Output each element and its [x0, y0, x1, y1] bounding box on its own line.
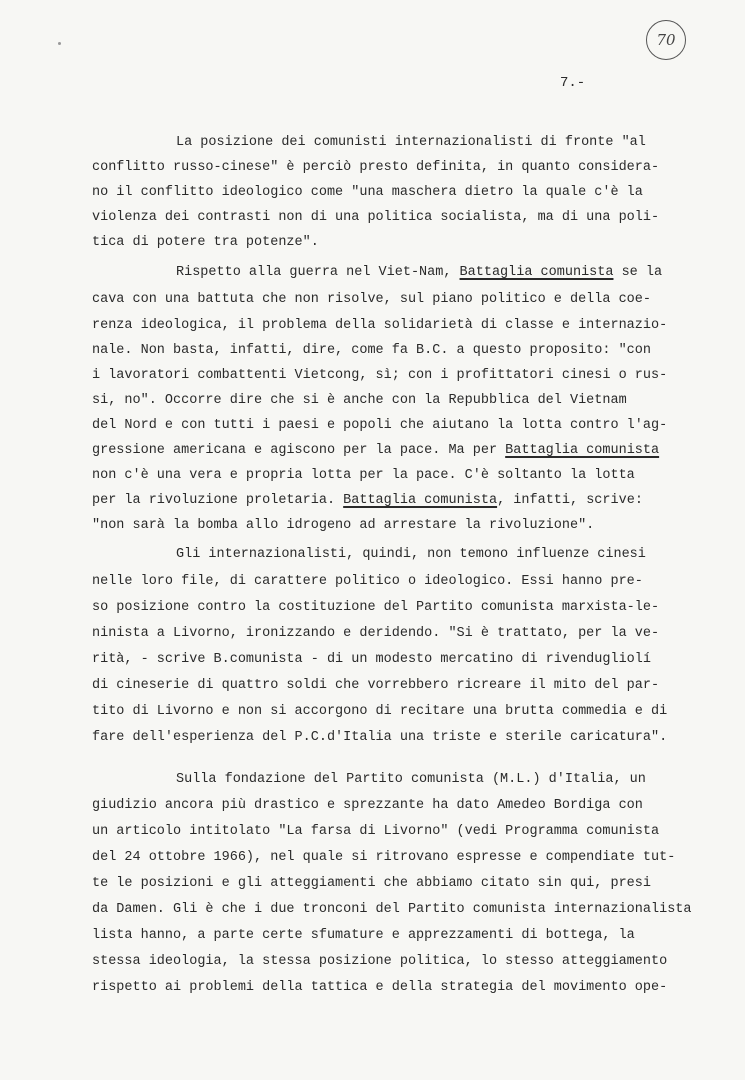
text-line: un articolo intitolato "La farsa di Livorno" (vedi Programma comunista: [92, 824, 660, 839]
text-line: non c'è una vera e propria lotta per la pace. C'è soltanto la lotta: [92, 468, 635, 483]
underlined-title: Battaglia comunista: [505, 443, 660, 458]
text-line: violenza dei contrasti non di una politica socialista, ma di una poli-: [92, 210, 660, 225]
text-line: conflitto russo-cinese" è perciò presto definita, in quanto considera-: [92, 160, 660, 175]
text-line: stessa ideologia, la stessa posizione politica, lo stesso atteggiamento: [92, 954, 668, 969]
text-line: rispetto ai problemi della tattica e della strategia del movimento ope-: [92, 980, 668, 995]
text-line: giudizio ancora più drastico e sprezzante ha dato Amedeo Bordiga con: [92, 798, 643, 813]
text-line: te le posizioni e gli atteggiamenti che abbiamo citato sin qui, presi: [92, 876, 651, 891]
text-line: no il conflitto ideologico come "una maschera dietro la quale c'è la: [92, 185, 643, 200]
underlined-title: Battaglia comunista: [459, 265, 614, 280]
text-line: nelle loro file, di carattere politico o ideologico. Essi hanno pre-: [92, 574, 643, 589]
page-number: 7.-: [560, 75, 586, 91]
text-line: Sulla fondazione del Partito comunista (M.L.) d'Italia, un: [176, 772, 646, 787]
text-line: nale. Non basta, infatti, dire, come fa B.C. a questo proposito: "con: [92, 343, 651, 358]
text-line: "non sarà la bomba allo idrogeno ad arrestare la rivoluzione".: [92, 518, 595, 533]
text-line: lista hanno, a parte certe sfumature e apprezzamenti di bottega, la: [92, 928, 635, 943]
text-line: i lavoratori combattenti Vietcong, sì; con i profittatori cinesi o rus-: [92, 368, 668, 383]
text-line: si, no". Occorre dire che si è anche con la Repubblica del Vietnam: [92, 393, 627, 408]
text-line: del 24 ottobre 1966), nel quale si ritrovano espresse e compendiate tut-: [92, 850, 676, 865]
underlined-title: Battaglia comunista: [343, 493, 498, 508]
text-line: rità, - scrive B.comunista - di un modesto mercatino di rivendugliolí: [92, 652, 651, 667]
speck: [58, 42, 61, 45]
text-line: renza ideologica, il problema della solidarietà di classe e internazio-: [92, 318, 668, 333]
text-line: so posizione contro la costituzione del Partito comunista marxista-le-: [92, 600, 660, 615]
page-stamp: 70: [646, 20, 686, 60]
text-line: ninista a Livorno, ironizzando e deridendo. "Si è trattato, per la ve-: [92, 626, 660, 641]
text-line: tica di potere tra potenze".: [92, 235, 319, 250]
text-line: di cineserie di quattro soldi che vorrebbero ricreare il mito del par-: [92, 678, 660, 693]
text-line: cava con una battuta che non risolve, sul piano politico e della coe-: [92, 292, 651, 307]
text-line: da Damen. Gli è che i due tronconi del Partito comunista internazionalista: [92, 902, 692, 917]
text-line: per la rivoluzione proletaria. Battaglia comunista, infatti, scrive:: [92, 493, 643, 508]
text-line: Rispetto alla guerra nel Viet-Nam, Battaglia comunista se la: [176, 265, 663, 280]
text-line: del Nord e con tutti i paesi e popoli che aiutano la lotta contro l'ag-: [92, 418, 668, 433]
text-line: tito di Livorno e non si accorgono di recitare una brutta commedia e di: [92, 704, 668, 719]
text-line: gressione americana e agiscono per la pace. Ma per Battaglia comunista: [92, 443, 660, 458]
text-line: La posizione dei comunisti internazionalisti di fronte "al: [176, 135, 646, 150]
text-line: fare dell'esperienza del P.C.d'Italia una triste e sterile caricatura".: [92, 730, 668, 745]
text-line: Gli internazionalisti, quindi, non temono influenze cinesi: [176, 547, 646, 562]
